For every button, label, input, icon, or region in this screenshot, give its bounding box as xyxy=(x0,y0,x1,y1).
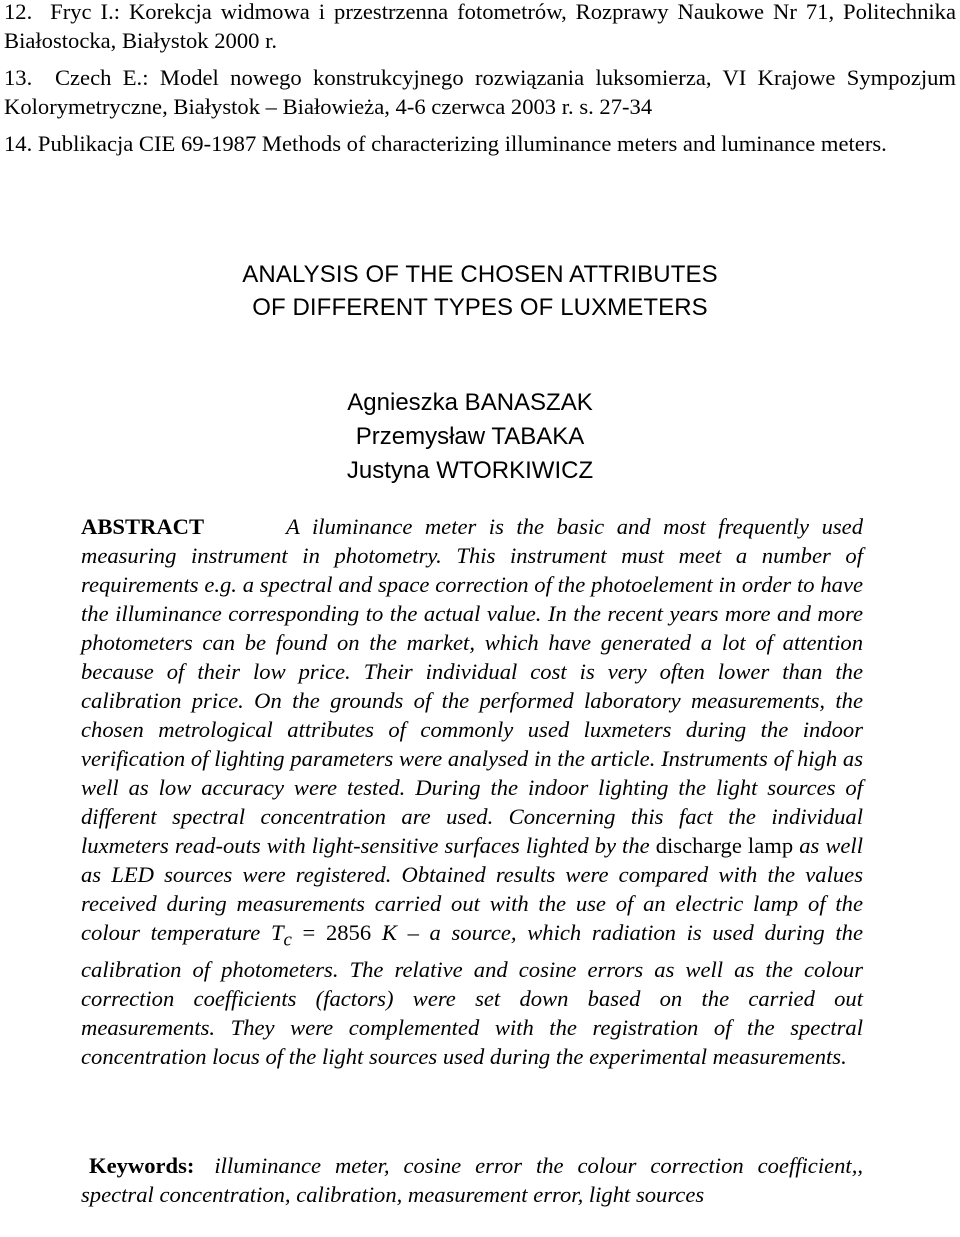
reference-number: 12. xyxy=(4,0,33,24)
abstract-label: ABSTRACT xyxy=(81,514,205,539)
author-name: Justyna WTORKIWICZ xyxy=(346,457,594,484)
abstract-text-part-2: as well as LED sources were registered. Obtained results were compared with the values received during measurements carried out with the use of an electric lamp of the colour temperature xyxy=(81,833,863,945)
paper-title-line-1: ANALYSIS OF THE CHOSEN ATTRIBUTES xyxy=(242,261,718,288)
paper-title-line-2: OF DIFFERENT TYPES OF LUXMETERS xyxy=(252,294,708,321)
reference-number: 13. xyxy=(4,65,33,90)
abstract-text-part-1: A iluminance meter is the basic and most frequently used measuring instrument in photometry. This instrument must meet a number of requirements e.g. a spectral and space correction of the photoelement in order to have the illuminance corresponding to the actual value. In the recent years more and more photometers can be found on the market, which have generated a lot of attention because of their low price. Their individual cost is very often lower than the calibration price. On the grounds of the performed laboratory measurements, the chosen metrological attributes of commonly used luxmeters during the indoor verification of lighting parameters were analysed in the article. Instruments of high as well as low accuracy were tested. During the indoor lighting the light sources of different spectral concentration are used. Concerning this fact the individual luxmeters read-outs with light-sensitive surfaces lighted by the xyxy=(81,514,863,858)
keywords-paragraph xyxy=(81,1151,863,1209)
paper-title xyxy=(0,258,960,324)
author-list xyxy=(0,386,940,488)
reference-text: Fryc I.: Korekcja widmowa i przestrzenna fotometrów, Rozprawy Naukowe Nr 71, Politechnika Białostocka, Białystok 2000 r. xyxy=(4,0,956,53)
abstract-upright-text: discharge lamp xyxy=(655,833,794,858)
abstract-text-part-3: – a source, which radiation is used during the calibration of photometers. The relative and cosine errors as well as the colour correction coefficients (factors) were set down based on the carried out measurements. They were complemented with the registration of the spectral concentration locus of the light sources used during the experimental measurements. xyxy=(81,920,863,1069)
keywords-text: illuminance meter, cosine error the colour correction coefficient,, spectral concentration, calibration, measurement error, light sources xyxy=(81,1153,863,1207)
reference-item xyxy=(4,63,956,121)
temperature-unit: K xyxy=(381,920,397,945)
author-name: Agnieszka BANASZAK xyxy=(347,389,593,416)
reference-text: Czech E.: Model nowego konstrukcyjnego rozwiązania luksomierza, VI Krajowe Sympozjum Kolorymetryczne, Białystok – Białowieża, 4-6 czerwca 2003 r. s. 27-34 xyxy=(4,65,957,119)
reference-item xyxy=(4,0,956,55)
temperature-symbol: T xyxy=(270,920,284,945)
reference-item xyxy=(4,129,956,158)
temperature-value: = 2856 xyxy=(302,920,372,945)
keywords-label: Keywords: xyxy=(89,1153,195,1178)
reference-text: Publikacja CIE 69-1987 Methods of characterizing illuminance meters and luminance meters. xyxy=(37,131,887,156)
references-list xyxy=(4,0,956,158)
author-name: Przemysław TABAKA xyxy=(355,423,585,450)
abstract-paragraph xyxy=(81,512,863,1071)
reference-number: 14. xyxy=(4,131,33,156)
temperature-subscript: c xyxy=(283,929,292,951)
